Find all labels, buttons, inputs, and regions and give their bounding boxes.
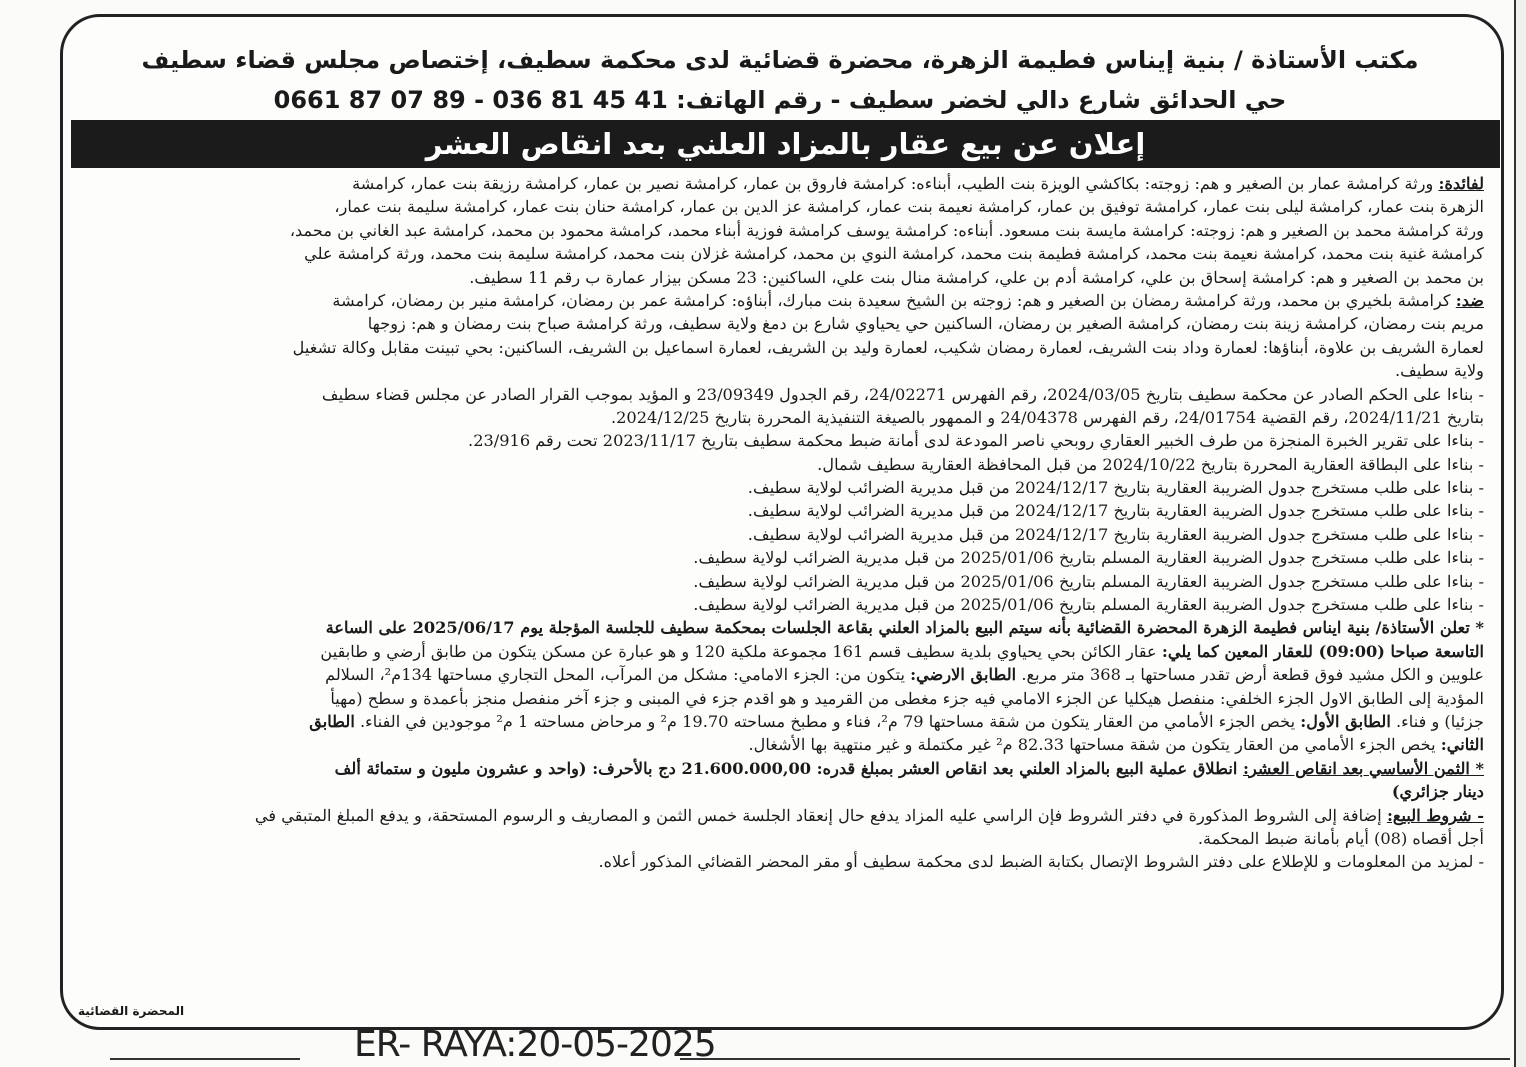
notice-text: يتكون من: الجزء الامامي: مشكل من المرآب، المحل التجاري مساحتها 134م²، السلالم — [325, 665, 911, 685]
office-header-line2: حي الحدائق شارع دالي لخضر سطيف - رقم الهاتف: 41 45 81 036 - 89 07 87 0661 — [273, 86, 1287, 114]
against-line — [82, 289, 1484, 312]
against-line: مريم بنت رمضان، كرامشة زينة بنت رمضان، كرامشة الصغير بن رمضان، الساكنين حي يحياوي شارع بن دمغ ولاية سطيف، ورثة كرامشة صباح بنت رمضان و هم: زوجها — [367, 314, 1484, 334]
basis-line: - بناءا على طلب مستخرج جدول الضريبة العقارية بتاريخ 2024/12/17 من قبل مديرية الضرائب لولاية سطيف. — [747, 501, 1484, 521]
notice-bold: التاسعة صباحا (09:00) للعقار المعين كما يلي: — [1161, 641, 1484, 661]
ground-floor-label: الطابق الارضي: — [910, 665, 1017, 685]
first-floor-label: الطابق الأول: — [1300, 711, 1391, 731]
beneficiary-line: كرامشة غنية بنت محمد، كرامشة نعيمة بنت محمد، كرامشة فطيمة بنت محمد، كرامشة النوي بن محمد، كرامشة غزلان بنت محمد، كرامشة سليمة بنت محمد، ورثة كرامشة علي — [304, 244, 1484, 264]
notice-line: * تعلن الأستاذة/ بنية ايناس فطيمة الزهرة المحضرة القضائية بأنه سيتم البيع بالمزاد العلني بقاعة الجلسات بمحكمة سطيف للجلسة المؤجلة يوم 2025/06/17 على الساعة — [325, 618, 1484, 638]
beneficiary-line: بن محمد بن الصغير و هم: كرامشة إسحاق بن علي، كرامشة أدم بن علي، كرامشة منال بنت علي، الساكنين: 23 مسكن بيزار عمارة ب رقم 11 سطيف. — [469, 267, 1484, 287]
notice-text: جزئيا) و فناء. — [1396, 711, 1484, 731]
notice-line — [82, 733, 1484, 756]
notice-line — [82, 663, 1484, 686]
against-text: كرامشة بلخيري بن محمد، ورثة كرامشة رمضان بن الصغير و هم: زوجته بن الشيخ سعيدة بنت مبارك، أبناؤه: كرامشة عمر بن رمضان، كرامشة منير بن رمضان، كرامشة — [332, 290, 1456, 310]
terms-label: - شروط البيع: — [1386, 805, 1484, 825]
basis-line: - بناءا على البطاقة العقارية المحررة بتاريخ 2024/10/22 من قبل المحافظة العقارية سطيف شمال. — [817, 454, 1484, 474]
info-line: - لمزيد من المعلومات و للإطلاع على دفتر الشروط الإتصال بكتابة الضبط لدى محكمة سطيف أو مقر المحضر القضائي المذكور أعلاه. — [598, 852, 1484, 872]
announcement-title-text: إعلان عن بيع عقار بالمزاد العلني بعد انقاص العشر — [425, 127, 1146, 161]
terms-text: إضافة إلى الشروط المذكورة في دفتر الشروط فإن الراسي عليه المزاد يدفع حال إنعقاد الجلسة خمس الثمن و المصاريف و الرسوم المستحقة، و يدفع المبلغ المتبقي في — [254, 805, 1387, 825]
notice-line — [82, 710, 1484, 733]
basis-line: - بناءا على طلب مستخرج جدول الضريبة العقارية المسلم بتاريخ 2025/01/06 من قبل مديرية الضرائب لولاية سطيف. — [693, 595, 1484, 615]
basis-line: - بناءا على تقرير الخبرة المنجزة من طرف الخبير العقاري روبحي ناصر المودعة لدى أمانة ضبط محكمة سطيف بتاريخ 2023/11/17 تحت رقم 23/916. — [468, 431, 1484, 451]
beneficiary-text: ورثة كرامشة عمار بن الصغير و هم: زوجته: بكاكشي الويزة بنت الطيب، أبناءه: كرامشة فاروق بن عمار، كرامشة نصير بن عمار، كرامشة رزيقة بنت عمار، كرامشة — [352, 174, 1439, 193]
basis-line: - بناءا على طلب مستخرج جدول الضريبة العقارية بتاريخ 2024/12/17 من قبل مديرية الضرائب لولاية سطيف. — [747, 478, 1484, 498]
price-label: * الثمن الأساسي بعد انقاص العشر: — [1242, 758, 1484, 778]
against-line: لعمارة الشريف بن علاوة، أبناؤها: لعمارة وداد بنت الشريف، لعمارة رمضان شكيب، لعمارة وليد بن الشريف، لعمارة اسماعيل بن الشريف، الساكنين: بحي تبينت مقابل وكالة تشغيل — [292, 337, 1484, 357]
second-floor-label: الثاني: — [1440, 735, 1484, 755]
terms-line: أجل أقصاه (08) أيام بأمانة ضبط المحكمة. — [1197, 828, 1484, 848]
terms-line — [82, 804, 1484, 827]
basis-line: - بناءا على الحكم الصادر عن محكمة سطيف بتاريخ 2024/03/05، رقم الفهرس 24/02271، رقم الجدول 23/09349 و المؤيد بموجب القرار الصادر عن مجلس قضاء سطيف — [321, 384, 1484, 404]
announcement-body — [82, 172, 1484, 874]
beneficiary-label: لفائدة: — [1438, 174, 1484, 193]
announcement-title — [71, 120, 1500, 168]
basis-line: - بناءا على طلب مستخرج جدول الضريبة العقارية المسلم بتاريخ 2025/01/06 من قبل مديرية الضرائب لولاية سطيف. — [693, 548, 1484, 568]
bottom-rule-right — [680, 1058, 1510, 1060]
basis-line: - بناءا على طلب مستخرج جدول الضريبة العقارية بتاريخ 2024/12/17 من قبل مديرية الضرائب لولاية سطيف. — [747, 524, 1484, 544]
basis-line: - بناءا على طلب مستخرج جدول الضريبة العقارية المسلم بتاريخ 2025/01/06 من قبل مديرية الضرائب لولاية سطيف. — [693, 571, 1484, 591]
page-edge — [1514, 0, 1526, 1067]
price-line — [82, 757, 1484, 780]
notice-text: عقار الكائن بحي يحياوي بلدية سطيف قسم 161 مجموعة ملكية 120 و هو عبارة عن مسكن يتكون من طابق أرضي و طابقين — [320, 641, 1162, 661]
newspaper-date: ER- RAYA:20-05-2025 — [354, 1024, 716, 1065]
second-floor-label: الطابق — [309, 711, 355, 731]
notice-line — [82, 640, 1484, 663]
signature: المحضرة القضائية — [78, 1004, 185, 1018]
against-label: ضد: — [1455, 290, 1484, 310]
bottom-rule-left — [110, 1058, 300, 1060]
beneficiary-line: ورثة كرامشة محمد بن الصغير و هم: زوجته: كرامشة مايسة بنت مسعود. أبناءه: كرامشة يوسف كرامشة فوزية أبناء محمد، كرامشة محمود بن محمد، كرامشة عبد الغاني بن محمد، — [289, 220, 1484, 240]
notice-line: المؤدية إلى الطابق الاول الجزء الخلفي: منفصل هيكليا عن الجزء الامامي فيه جزء مغطى من القرميد و هو اقدم جزء في المبنى و جزء آخر منفصل منجز بأعمدة و سطح (مهيأ — [330, 688, 1484, 708]
notice-text: علويين و الكل مشيد فوق قطعة أرض تقدر مساحتها بـ 368 متر مربع. — [1021, 665, 1484, 685]
price-line: دينار جزائري) — [1391, 782, 1484, 802]
office-header-line1: مكتب الأستاذة / بنية إيناس فطيمة الزهرة، محضرة قضائية لدى محكمة سطيف، إختصاص مجلس قضاء سطيف — [141, 46, 1419, 74]
notice-text: يخص الجزء الأمامي من العقار يتكون من شقة مساحتها 82.33 م² غير مكتملة و غير منتهية بها الأشغال. — [748, 735, 1441, 755]
beneficiary-line: الزهرة بنت عمار، كرامشة ليلى بنت عمار، كرامشة توفيق بن عمار، كرامشة نعيمة بنت عمار، كرامشة عز الدين بن عمار، كرامشة حنان بنت عمار، كرامشة سليمة بنت عمار، — [334, 197, 1484, 217]
against-line: ولاية سطيف. — [1394, 361, 1484, 381]
price-text: انطلاق عملية البيع بالمزاد العلني بعد انقاص العشر بمبلغ قدره: 21.600.000,00 دج بالأحرف: (واحد و عشرون مليون و ستمائة ألف — [334, 758, 1243, 778]
basis-line: بتاريخ 2024/11/21، رقم القضية 24/01754، رقم الفهرس 24/04378 و الممهور بالصيغة التنفيذية المحررة بتاريخ 2024/12/25. — [610, 407, 1484, 427]
beneficiary-line — [82, 172, 1484, 195]
notice-text: يخص الجزء الأمامي من العقار يتكون من شقة مساحتها 79 م²، فناء و مطبخ مساحته 19.70 م² و مرحاض مساحته 1 م² موجودين في الفناء. — [360, 711, 1301, 731]
